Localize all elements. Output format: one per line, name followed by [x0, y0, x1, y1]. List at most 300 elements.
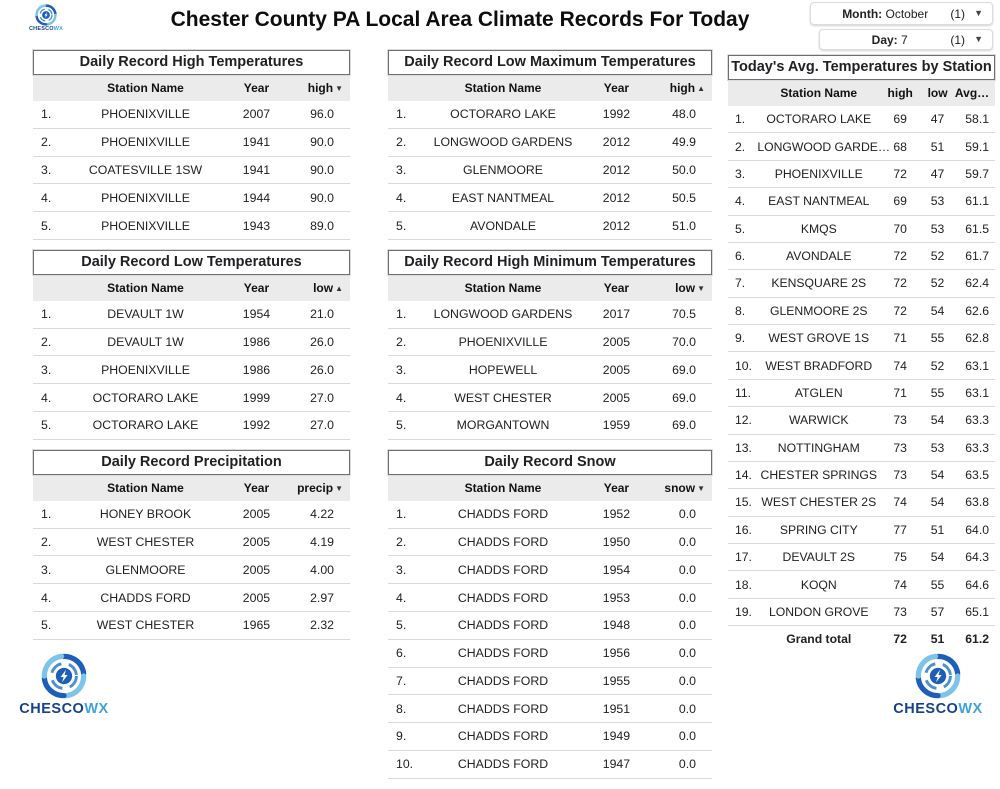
- table-row: [388, 356, 712, 384]
- cell-station: LONGWOOD GARDE…: [757, 133, 880, 160]
- cell-year: 1941: [226, 128, 286, 156]
- index-header: [33, 276, 65, 301]
- table-row: [33, 412, 350, 440]
- cell-station: WEST CHESTER: [65, 528, 227, 556]
- cell-avg: 62.8: [955, 325, 995, 352]
- sort-desc-icon: ▼: [335, 483, 343, 493]
- cell-low: 55: [920, 379, 955, 406]
- row-index: 19.: [728, 598, 757, 625]
- cell-value: 0.0: [647, 639, 712, 667]
- low-header[interactable]: low ▼: [647, 276, 712, 301]
- row-index: 2.: [728, 133, 757, 160]
- row-index: 3.: [388, 156, 420, 184]
- avg-header[interactable]: Avg…: [955, 81, 995, 106]
- table-row: [728, 544, 995, 571]
- cell-station: WEST BRADFORD: [757, 352, 880, 379]
- table-row: [728, 133, 995, 160]
- cell-value: 27.0: [287, 384, 350, 412]
- index-header: [388, 476, 420, 501]
- cell-station: EAST NANTMEAL: [420, 184, 585, 212]
- table-row: [388, 639, 712, 667]
- cell-value: 70.5: [647, 301, 712, 328]
- row-index: 16.: [728, 516, 757, 543]
- sort-asc-icon: ▲: [335, 283, 343, 293]
- cell-value: 96.0: [287, 101, 350, 128]
- row-index: 5.: [388, 611, 420, 639]
- year-header[interactable]: Year: [226, 276, 286, 301]
- row-index: 9.: [728, 325, 757, 352]
- cell-value: 26.0: [287, 328, 350, 356]
- cell-high: 70: [880, 215, 920, 242]
- cell-high: 75: [880, 544, 920, 571]
- grand-total-row: [728, 626, 995, 653]
- cell-station: KOQN: [757, 571, 880, 598]
- row-index: 3.: [33, 556, 65, 584]
- table-row: [388, 667, 712, 695]
- station-name-header[interactable]: Station Name: [65, 76, 227, 101]
- table-row: [728, 270, 995, 297]
- snow-header[interactable]: snow ▼: [647, 476, 712, 501]
- month-filter-label: Month:: [842, 6, 883, 21]
- cell-low: 47: [920, 160, 955, 187]
- table-row: [33, 184, 350, 212]
- cell-station: WEST CHESTER: [420, 384, 585, 412]
- cell-year: 2012: [586, 184, 648, 212]
- panel-daily-record-high-temperatures: [33, 50, 350, 240]
- day-filter-value: 7: [901, 32, 908, 47]
- row-index: 9.: [388, 723, 420, 751]
- cell-value: 0.0: [647, 723, 712, 751]
- cell-year: 2012: [586, 156, 648, 184]
- station-name-header[interactable]: Station Name: [420, 276, 585, 301]
- row-index: 17.: [728, 544, 757, 571]
- cell-high: 71: [880, 325, 920, 352]
- cell-year: 1950: [586, 528, 648, 556]
- cell-value: 4.00: [287, 556, 350, 584]
- row-index: 4.: [388, 384, 420, 412]
- cell-low: 52: [920, 270, 955, 297]
- table-row: [388, 212, 712, 240]
- brand-chesco: CHESCO: [19, 701, 85, 717]
- table-title: Daily Record Snow: [388, 450, 712, 475]
- brand-wx: WX: [53, 26, 63, 32]
- sort-desc-icon: ▼: [697, 483, 705, 493]
- day-filter-label: Day:: [871, 32, 898, 47]
- table-row: [33, 301, 350, 328]
- table-row: [728, 160, 995, 187]
- year-header[interactable]: Year: [586, 76, 648, 101]
- hurricane-icon: [41, 653, 87, 699]
- hurricane-icon: [35, 4, 57, 26]
- table-row: [728, 352, 995, 379]
- row-index: 3.: [33, 356, 65, 384]
- cell-value: 49.9: [647, 128, 712, 156]
- cell-station: DEVAULT 1W: [65, 301, 227, 328]
- cell-avg: 62.6: [955, 297, 995, 324]
- cell-year: 2005: [586, 384, 648, 412]
- table-row: [728, 516, 995, 543]
- cell-low: 54: [920, 461, 955, 488]
- cell-value: 0.0: [647, 667, 712, 695]
- grand-total-low: 51: [930, 632, 945, 647]
- cell-station: CHADDS FORD: [420, 667, 585, 695]
- row-index: 2.: [33, 128, 65, 156]
- cell-high: 74: [880, 489, 920, 516]
- cell-year: 1986: [226, 356, 286, 384]
- row-index: 12.: [728, 407, 757, 434]
- cell-high: 72: [880, 297, 920, 324]
- cell-value: 69.0: [647, 412, 712, 440]
- row-index: 14.: [728, 461, 757, 488]
- row-index: 4.: [33, 384, 65, 412]
- table-row: [388, 723, 712, 751]
- cell-year: 1948: [586, 611, 648, 639]
- row-index: 2.: [33, 328, 65, 356]
- row-index: 7.: [388, 667, 420, 695]
- high-header[interactable]: high: [880, 81, 920, 106]
- table-title: Daily Record Precipitation: [33, 450, 350, 475]
- cell-station: EAST NANTMEAL: [757, 188, 880, 215]
- cell-year: 1956: [586, 639, 648, 667]
- cell-station: CHADDS FORD: [420, 695, 585, 723]
- brand-wx: WX: [84, 701, 109, 717]
- table-title: Daily Record Low Maximum Temperatures: [388, 50, 712, 75]
- index-header: [388, 276, 420, 301]
- panel-daily-record-low-maximum-temperatures: [388, 50, 712, 240]
- table-row: [728, 215, 995, 242]
- row-index: 4.: [728, 188, 757, 215]
- row-index: 15.: [728, 489, 757, 516]
- hurricane-icon: [915, 653, 961, 699]
- cell-year: 1992: [226, 412, 286, 440]
- cell-station: GLENMOORE: [420, 156, 585, 184]
- cell-station: OCTORARO LAKE: [65, 384, 227, 412]
- cell-avg: 63.3: [955, 407, 995, 434]
- row-index: 4.: [33, 584, 65, 612]
- cell-year: 1943: [226, 212, 286, 240]
- day-filter-count: (1): [950, 32, 966, 47]
- cell-year: 2012: [586, 128, 648, 156]
- row-index: 3.: [33, 156, 65, 184]
- cell-avg: 61.1: [955, 188, 995, 215]
- row-index: 13.: [728, 434, 757, 461]
- cell-low: 54: [920, 297, 955, 324]
- precip-header[interactable]: precip ▼: [287, 476, 350, 501]
- cell-avg: 62.4: [955, 270, 995, 297]
- cell-avg: 64.3: [955, 544, 995, 571]
- cell-station: PHOENIXVILLE: [757, 160, 880, 187]
- cell-value: 0.0: [647, 528, 712, 556]
- cell-high: 72: [880, 160, 920, 187]
- row-index: 3.: [388, 556, 420, 584]
- cell-high: 69: [880, 106, 920, 133]
- index-header: [33, 476, 65, 501]
- row-index: 6.: [728, 242, 757, 269]
- cell-low: 54: [920, 544, 955, 571]
- month-filter-count: (1): [950, 6, 966, 21]
- table-row: [33, 101, 350, 128]
- cell-high: 73: [880, 434, 920, 461]
- table-row: [33, 611, 350, 639]
- chescowx-logo-small: [22, 4, 70, 32]
- cell-avg: 63.3: [955, 434, 995, 461]
- cell-value: 21.0: [287, 301, 350, 328]
- cell-high: 77: [880, 516, 920, 543]
- row-index: 2.: [33, 528, 65, 556]
- table-title: Daily Record High Minimum Temperatures: [388, 250, 712, 275]
- row-index: 2.: [388, 128, 420, 156]
- table-row: [388, 501, 712, 528]
- cell-station: CHADDS FORD: [420, 723, 585, 751]
- cell-year: 1949: [586, 723, 648, 751]
- cell-high: 73: [880, 407, 920, 434]
- cell-low: 54: [920, 489, 955, 516]
- row-index: 6.: [388, 639, 420, 667]
- cell-value: 70.0: [647, 328, 712, 356]
- cell-low: 55: [920, 325, 955, 352]
- cell-avg: 61.7: [955, 242, 995, 269]
- row-index: 5.: [388, 212, 420, 240]
- station-name-header[interactable]: Station Name: [420, 76, 585, 101]
- year-header[interactable]: Year: [586, 276, 648, 301]
- table-row: [728, 407, 995, 434]
- cell-year: 2005: [226, 584, 286, 612]
- table-row: [388, 412, 712, 440]
- grand-total-high: 72: [893, 632, 907, 647]
- cell-year: 1954: [586, 556, 648, 584]
- cell-value: 51.0: [647, 212, 712, 240]
- cell-station: CHADDS FORD: [420, 501, 585, 528]
- cell-value: 0.0: [647, 556, 712, 584]
- chescowx-logo: [16, 653, 112, 717]
- station-name-header[interactable]: Station Name: [65, 276, 227, 301]
- row-index: 1.: [728, 106, 757, 133]
- cell-station: PHOENIXVILLE: [65, 128, 227, 156]
- cell-low: 47: [920, 106, 955, 133]
- table-row: [728, 461, 995, 488]
- day-filter-dropdown[interactable]: [819, 29, 993, 50]
- row-index: 4.: [388, 184, 420, 212]
- row-index: 11.: [728, 379, 757, 406]
- cell-low: 53: [920, 188, 955, 215]
- cell-station: CHADDS FORD: [420, 556, 585, 584]
- cell-station: CHADDS FORD: [420, 584, 585, 612]
- cell-avg: 64.0: [955, 516, 995, 543]
- cell-high: 73: [880, 598, 920, 625]
- low-header[interactable]: low: [920, 81, 955, 106]
- cell-station: CHADDS FORD: [420, 528, 585, 556]
- cell-value: 0.0: [647, 584, 712, 612]
- cell-station: CHADDS FORD: [420, 639, 585, 667]
- table-row: [388, 328, 712, 356]
- table-row: [388, 128, 712, 156]
- year-header[interactable]: Year: [226, 476, 286, 501]
- table-row: [388, 584, 712, 612]
- high-header[interactable]: high ▲: [647, 76, 712, 101]
- cell-year: 2017: [586, 301, 648, 328]
- month-filter-dropdown[interactable]: [810, 2, 993, 25]
- row-index: 8.: [728, 297, 757, 324]
- cell-avg: 65.1: [955, 598, 995, 625]
- panel-todays-avg-temperatures-by-station: [728, 55, 995, 653]
- cell-value: 26.0: [287, 356, 350, 384]
- low-header[interactable]: low ▲: [287, 276, 350, 301]
- table-row: [388, 695, 712, 723]
- cell-station: DEVAULT 1W: [65, 328, 227, 356]
- panel-daily-record-high-minimum-temperatures: [388, 250, 712, 440]
- cell-avg: 63.8: [955, 489, 995, 516]
- cell-year: 1952: [586, 501, 648, 528]
- table-row: [33, 584, 350, 612]
- cell-year: 1992: [586, 101, 648, 128]
- year-header[interactable]: Year: [226, 76, 286, 101]
- cell-low: 51: [920, 133, 955, 160]
- table-row: [728, 598, 995, 625]
- panel-daily-record-precipitation: [33, 450, 350, 640]
- cell-year: 2005: [226, 528, 286, 556]
- table-row: [388, 184, 712, 212]
- page-title: Chester County PA Local Area Climate Records For Today: [170, 8, 750, 31]
- cell-year: 1953: [586, 584, 648, 612]
- brand-chesco: CHESCO: [29, 26, 54, 32]
- cell-station: WEST CHESTER: [65, 611, 227, 639]
- cell-year: 1959: [586, 412, 648, 440]
- row-index: 1.: [388, 301, 420, 328]
- station-name-header[interactable]: Station Name: [65, 476, 227, 501]
- table-row: [388, 750, 712, 778]
- cell-station: CHADDS FORD: [420, 611, 585, 639]
- table-row: [33, 556, 350, 584]
- table-row: [388, 301, 712, 328]
- cell-value: 48.0: [647, 101, 712, 128]
- table-row: [728, 379, 995, 406]
- table-row: [728, 489, 995, 516]
- cell-station: PHOENIXVILLE: [65, 184, 227, 212]
- cell-value: 50.0: [647, 156, 712, 184]
- table-row: [728, 325, 995, 352]
- cell-year: 1954: [226, 301, 286, 328]
- cell-value: 27.0: [287, 412, 350, 440]
- cell-year: 1986: [226, 328, 286, 356]
- cell-value: 4.19: [287, 528, 350, 556]
- cell-avg: 64.6: [955, 571, 995, 598]
- cell-station: OCTORARO LAKE: [420, 101, 585, 128]
- cell-low: 54: [920, 407, 955, 434]
- cell-low: 55: [920, 571, 955, 598]
- table-row: [388, 101, 712, 128]
- cell-value: 0.0: [647, 750, 712, 778]
- cell-station: LONDON GROVE: [757, 598, 880, 625]
- row-index: 1.: [388, 501, 420, 528]
- cell-station: AVONDALE: [757, 242, 880, 269]
- row-index: 5.: [388, 412, 420, 440]
- row-index: 2.: [388, 328, 420, 356]
- row-index: 1.: [33, 101, 65, 128]
- table-row: [33, 212, 350, 240]
- row-index: 3.: [728, 160, 757, 187]
- cell-station: PHOENIXVILLE: [65, 356, 227, 384]
- cell-station: KENSQUARE 2S: [757, 270, 880, 297]
- brand-wx: WX: [958, 701, 983, 717]
- high-header[interactable]: high ▼: [287, 76, 350, 101]
- cell-year: 2012: [586, 212, 648, 240]
- cell-station: OCTORARO LAKE: [757, 106, 880, 133]
- row-index: 1.: [33, 301, 65, 328]
- row-index: 4.: [33, 184, 65, 212]
- index-header: [388, 76, 420, 101]
- cell-value: 0.0: [647, 695, 712, 723]
- sort-asc-icon: ▲: [697, 84, 705, 93]
- cell-value: 0.0: [647, 501, 712, 528]
- cell-value: 4.22: [287, 501, 350, 528]
- cell-value: 69.0: [647, 356, 712, 384]
- row-index: 10.: [388, 750, 420, 778]
- row-index: 10.: [728, 352, 757, 379]
- row-index: 5.: [33, 611, 65, 639]
- cell-avg: 63.1: [955, 379, 995, 406]
- cell-station: SPRING CITY: [757, 516, 880, 543]
- cell-station: MORGANTOWN: [420, 412, 585, 440]
- station-name-header[interactable]: Station Name: [757, 81, 880, 106]
- table-title: Daily Record Low Temperatures: [33, 250, 350, 275]
- cell-high: 69: [880, 188, 920, 215]
- cell-avg: 59.7: [955, 160, 995, 187]
- table-title: Daily Record High Temperatures: [33, 50, 350, 75]
- table-row: [388, 611, 712, 639]
- table-row: [728, 571, 995, 598]
- cell-high: 72: [880, 242, 920, 269]
- cell-station: GLENMOORE 2S: [757, 297, 880, 324]
- cell-high: 71: [880, 379, 920, 406]
- cell-low: 53: [920, 434, 955, 461]
- cell-year: 2005: [586, 356, 648, 384]
- row-index: 1.: [33, 501, 65, 528]
- row-index: 5.: [33, 212, 65, 240]
- cell-value: 90.0: [287, 184, 350, 212]
- cell-year: 1944: [226, 184, 286, 212]
- cell-year: 2007: [226, 101, 286, 128]
- cell-station: CHESTER SPRINGS: [757, 461, 880, 488]
- cell-value: 90.0: [287, 156, 350, 184]
- cell-station: DEVAULT 2S: [757, 544, 880, 571]
- cell-low: 57: [920, 598, 955, 625]
- row-index: 18.: [728, 571, 757, 598]
- table-row: [728, 297, 995, 324]
- cell-low: 51: [920, 516, 955, 543]
- cell-year: 2005: [226, 501, 286, 528]
- table-row: [33, 156, 350, 184]
- cell-year: 1941: [226, 156, 286, 184]
- cell-high: 68: [880, 133, 920, 160]
- table-row: [388, 156, 712, 184]
- cell-avg: 59.1: [955, 133, 995, 160]
- cell-year: 1999: [226, 384, 286, 412]
- chevron-down-icon[interactable]: ▼: [974, 34, 983, 44]
- cell-station: WEST CHESTER 2S: [757, 489, 880, 516]
- cell-value: 90.0: [287, 128, 350, 156]
- month-filter-value: October: [885, 6, 929, 21]
- row-index: 5.: [33, 412, 65, 440]
- cell-low: 52: [920, 352, 955, 379]
- chevron-down-icon[interactable]: ▼: [974, 8, 983, 18]
- year-header[interactable]: Year: [586, 476, 648, 501]
- table-row: [728, 188, 995, 215]
- cell-station: LONGWOOD GARDENS: [420, 301, 585, 328]
- cell-station: WARWICK: [757, 407, 880, 434]
- station-name-header[interactable]: Station Name: [420, 476, 585, 501]
- brand-chesco: CHESCO: [893, 701, 959, 717]
- row-index: 2.: [388, 528, 420, 556]
